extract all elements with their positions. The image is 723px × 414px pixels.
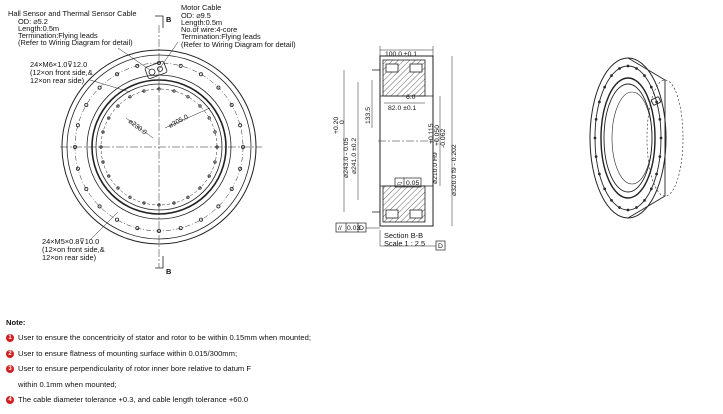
dim-241-label: ⌀241.0 ±0.2 [351,137,358,174]
note-item-continued [6,377,606,392]
thread-bottom-line-2: 12×on rear side) [42,253,97,262]
note-item [6,346,606,361]
perpendicular-value: 0.03 [347,225,361,232]
bolt-hole [173,90,175,92]
bolt-hole [199,105,201,107]
note-text: User to ensure perpendicularity of rotor inner bore relative to datum F [18,364,251,374]
note-number-badge: 2 [6,350,14,358]
dim-210-lower: +0.050 [434,125,441,146]
dim-210-upper: +0.115 [428,123,435,144]
hall-cable-line-0: Hall Sensor and Thermal Sensor Cable [8,9,137,18]
dim-133-5-label: 133.5 [365,106,372,124]
notes-title: Note: [6,318,26,327]
bolt-hole [214,131,216,133]
note-item [6,361,606,376]
thread-top-line-0: 24×M6×1.0⊽12.0 [30,60,88,69]
thread-top-line-1: (12×on front side,& [30,68,93,77]
bolt-hole [85,187,88,190]
hall-cable-line-2: Length:0.5m [18,24,60,33]
section-scale: Scale 1 : 2.5 [384,239,426,248]
motor-cable-line-1: OD: ⌀9.5 [181,11,211,20]
bolt-hole [208,117,210,119]
dim-243-zero: 0 [339,120,346,124]
motor-cable-line-4: Termination:Flying leads [181,32,261,41]
note-text: within 0.1mm when mounted; [18,379,117,389]
hall-cable-line-4: (Refer to Wiring Diagram for detail) [18,38,133,47]
bolt-hole [179,227,182,230]
dim-320-upper: -0.062 [440,128,447,148]
dim-210-main: ⌀210.0 H9 [432,152,439,184]
dia-305-label: ⌀305.0 [167,113,190,130]
perpendicular-symbol: // [338,225,342,232]
front-view-labels [8,3,296,276]
dim-243-upper: +0.20 [333,116,340,134]
bolt-hole [76,124,79,127]
note-number-badge: 4 [6,396,14,404]
note-text: User to ensure the concentricity of stator and rotor to be within 0.15mm when mounted; [18,333,311,343]
dim-6-label: 6.0 [406,94,416,101]
section-title: Section B-B [384,231,424,240]
thread-bottom-line-0: 24×M5×0.8⊽10.0 [42,237,100,246]
bolt-hole [98,86,101,89]
note-number-badge: 1 [6,334,14,342]
bolt-hole [199,73,202,76]
dim-100-label: 100.0 ±0.1 [385,51,418,58]
notes-section [6,315,606,407]
perpendicular-datum: D [359,225,364,232]
isometric-view [590,58,683,218]
bolt-hole [187,96,189,98]
section-mark-bottom: B [166,267,172,276]
flatness-symbol: ▱ [397,180,403,187]
front-view [60,16,262,268]
motor-cable-line-5: (Refer to Wiring Diagram for detail) [181,40,296,49]
motor-cable-line-0: Motor Cable [181,3,222,12]
bolt-hole [115,218,118,221]
dim-243-main: ⌀243.0 - 0.05 [343,137,350,178]
dia-230-label: ⌀230.0 [126,118,148,137]
note-text: User to ensure flatness of mounting surface within 0.015/300mm; [18,348,238,358]
hall-cable-line-1: OD: ⌀5.2 [18,17,48,26]
datum-d-label: D [438,243,443,250]
note-item [6,392,606,407]
dim-82-label: 82.0 ±0.1 [388,105,417,112]
note-number-badge: 3 [6,365,14,373]
section-mark-top: B [166,15,172,24]
motor-cable-line-2: Length:0.5m [181,18,223,27]
motor-cable-line-3: No.of wire:4-core [181,25,238,34]
note-item [6,330,606,345]
note-text: The cable diameter tolerance +0.3, and cable length tolerance +60.0 [18,395,249,405]
thread-bottom-line-1: (12×on front side,& [42,245,105,254]
dim-320-main: ⌀320.0 f9 - 0.202 [451,144,458,196]
flatness-value: 0.05 [406,180,420,187]
thread-top-line-2: 12×on rear side) [30,76,85,85]
bolt-hole [217,205,220,208]
hall-cable-line-3: Termination:Flying leads [18,31,98,40]
